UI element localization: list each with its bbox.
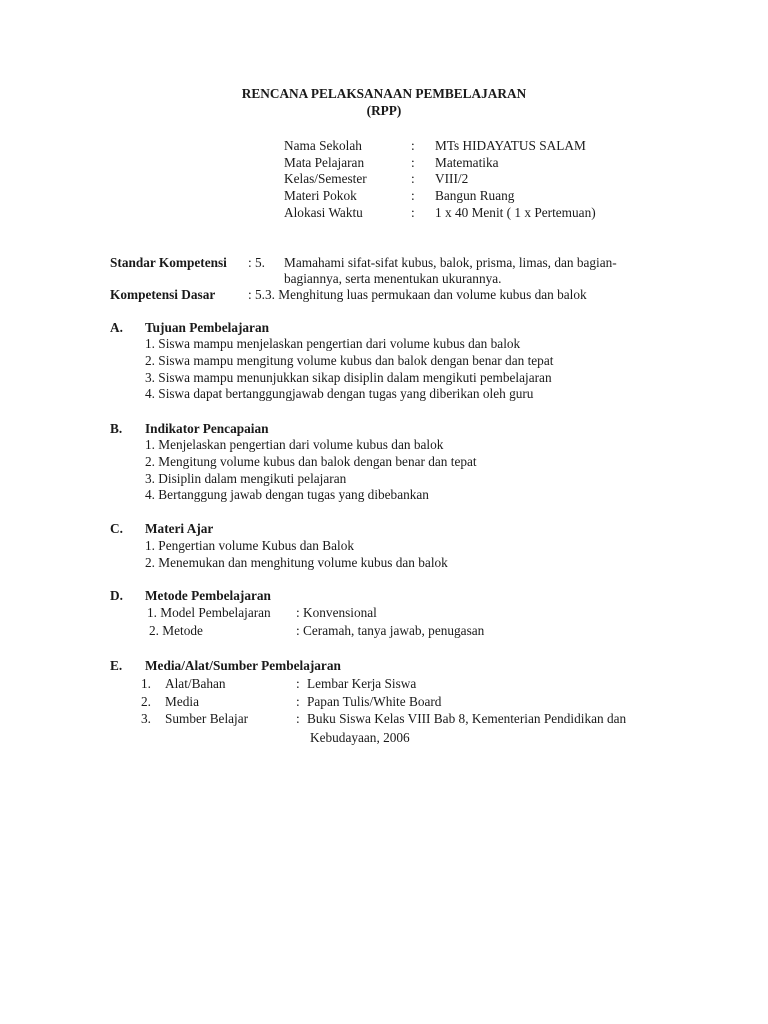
section-letter: D.: [110, 588, 123, 603]
list-item-value-continued: Kebudayaan, 2006: [310, 730, 410, 745]
section-heading-materi: Materi Ajar: [145, 521, 214, 536]
identity-label: Alokasi Waktu: [284, 205, 363, 220]
identity-value: 1 x 40 Menit ( 1 x Pertemuan): [435, 205, 596, 220]
identity-separator: :: [411, 188, 415, 203]
identity-value: Bangun Ruang: [435, 188, 515, 203]
section-letter: A.: [110, 320, 123, 335]
list-item: 2. Siswa mampu mengitung volume kubus dan balok dengan benar dan tepat: [145, 353, 554, 368]
list-item-value: : Ceramah, tanya jawab, penugasan: [296, 623, 485, 638]
standar-kompetensi-number: : 5.: [248, 255, 265, 270]
list-item-value: Buku Siswa Kelas VIII Bab 8, Kementerian Pendidikan dan: [307, 711, 627, 726]
identity-separator: :: [411, 155, 415, 170]
kompetensi-dasar-text: : 5.3. Menghitung luas permukaan dan volume kubus dan balok: [248, 287, 587, 302]
standar-kompetensi-text: bagiannya, serta menentukan ukurannya.: [284, 271, 502, 286]
identity-label: Materi Pokok: [284, 188, 357, 203]
list-item-separator: :: [296, 676, 300, 691]
identity-value: Matematika: [435, 155, 499, 170]
document-title: RENCANA PELAKSANAAN PEMBELAJARAN: [241, 86, 527, 101]
list-item: 4. Siswa dapat bertanggungjawab dengan tugas yang diberikan oleh guru: [145, 386, 534, 401]
identity-separator: :: [411, 171, 415, 186]
list-item: 2. Menemukan dan menghitung volume kubus dan balok: [145, 555, 448, 570]
section-heading-media: Media/Alat/Sumber Pembelajaran: [145, 658, 341, 673]
list-item: 3. Disiplin dalam mengikuti pelajaran: [145, 471, 347, 486]
section-letter: C.: [110, 521, 123, 536]
list-item: 3. Siswa mampu menunjukkan sikap disiplin dalam mengikuti pembelajaran: [145, 370, 552, 385]
identity-separator: :: [411, 138, 415, 153]
kompetensi-dasar-label: Kompetensi Dasar: [110, 287, 216, 302]
list-item: 1. Menjelaskan pengertian dari volume kubus dan balok: [145, 437, 444, 452]
identity-label: Kelas/Semester: [284, 171, 367, 186]
section-letter: E.: [110, 658, 123, 673]
identity-label: Mata Pelajaran: [284, 155, 365, 170]
list-item-value: : Konvensional: [296, 605, 377, 620]
list-item-label: 2. Metode: [149, 623, 203, 638]
list-item: 2. Mengitung volume kubus dan balok dengan benar dan tepat: [145, 454, 477, 469]
list-item-label: Alat/Bahan: [165, 676, 226, 691]
list-item: 1. Siswa mampu menjelaskan pengertian dari volume kubus dan balok: [145, 336, 521, 351]
document-subtitle: (RPP): [366, 103, 402, 118]
section-heading-indikator: Indikator Pencapaian: [145, 421, 269, 436]
identity-separator: :: [411, 205, 415, 220]
list-item-label: Media: [165, 694, 199, 709]
list-item-label: 1. Model Pembelajaran: [147, 605, 271, 620]
list-item-separator: :: [296, 711, 300, 726]
identity-value: VIII/2: [435, 171, 469, 186]
identity-label: Nama Sekolah: [284, 138, 362, 153]
standar-kompetensi-label: Standar Kompetensi: [110, 255, 227, 270]
section-heading-metode: Metode Pembelajaran: [145, 588, 271, 603]
identity-value: MTs HIDAYATUS SALAM: [435, 138, 586, 153]
list-item-label: Sumber Belajar: [165, 711, 249, 726]
list-item-value: Papan Tulis/White Board: [307, 694, 442, 709]
list-item-separator: :: [296, 694, 300, 709]
list-item-number: 2.: [141, 694, 151, 709]
section-heading-tujuan: Tujuan Pembelajaran: [145, 320, 269, 335]
list-item-number: 1.: [141, 676, 151, 691]
standar-kompetensi-text: Mamahami sifat-sifat kubus, balok, prisma, limas, dan bagian-: [284, 255, 617, 270]
list-item-number: 3.: [141, 711, 151, 726]
list-item: 1. Pengertian volume Kubus dan Balok: [145, 538, 355, 553]
list-item-value: Lembar Kerja Siswa: [307, 676, 417, 691]
section-letter: B.: [110, 421, 123, 436]
list-item: 4. Bertanggung jawab dengan tugas yang dibebankan: [145, 487, 429, 502]
